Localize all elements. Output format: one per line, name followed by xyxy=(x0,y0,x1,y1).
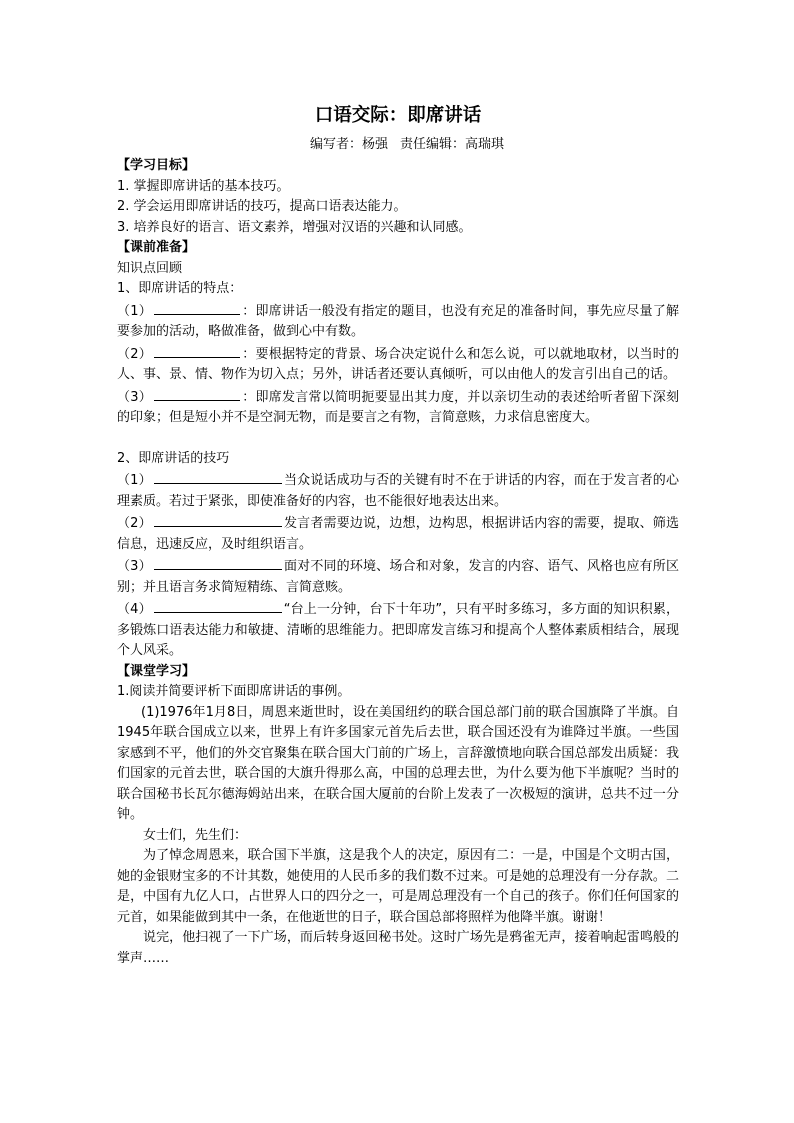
answer-blank[interactable] xyxy=(154,469,282,484)
answer-blank[interactable] xyxy=(154,512,282,527)
item-text: 面对不同的环境、场合和对象，发言的内容、语气、风格也应有所区别；并且语言务求简短精练、言简意赅。 xyxy=(117,559,679,595)
story-paragraph: (1)1976年1月8日，周恩来逝世时，设在美国纽约的联合国总部门前的联合国旗降了半旗。自1945年联合国成立以来，世界上有许多国家元首先后去世，联合国还没有为谁降过半旗。一些国家感到不平，他们的外交官聚集在联合国大门前的广场上，言辞激愤地向联合国总部发出质疑：我们国家的元首去世，联合国的大旗升得那么高，中国的总理去世，为什么要为他下半旗呢？当时的联合国秘书长瓦尔德海姆站出来，在联合国大厦前的台阶上发表了一次极短的演讲，总共不过一分钟。 xyxy=(117,704,679,822)
part1-title: 1、即席讲话的特点： xyxy=(117,281,243,296)
feature-item xyxy=(117,343,679,386)
feature-item xyxy=(117,300,679,343)
item-number: （4） xyxy=(117,602,152,617)
part2-title: 2、即席讲话的技巧 xyxy=(117,450,230,466)
item-number: （3） xyxy=(117,559,152,574)
answer-blank[interactable] xyxy=(154,300,240,315)
author: 编写者：杨强 xyxy=(309,137,388,152)
goal-item: 2. 学会运用即席讲话的技巧，提高口语表达能力。 xyxy=(117,199,407,214)
answer-blank[interactable] xyxy=(154,598,282,613)
section-heading-goals: 【学习目标】 xyxy=(117,158,196,173)
goal-item: 1. 掌握即席讲话的基本技巧。 xyxy=(117,178,290,194)
byline xyxy=(117,135,679,155)
item-text: 发言者需要边说，边想，边构思，根据讲话内容的需要，提取、筛选信息，迅速反应，及时组织语言。 xyxy=(117,516,679,552)
item-text: ：要根据特定的背景、场合决定说什么和怎么说，可以就地取材，以当时的人、事、景、情、物作为切入点；另外，讲话者还要认真倾听，可以由他人的发言引出自己的话。 xyxy=(117,346,679,382)
item-number: （3） xyxy=(117,389,152,405)
ending-paragraph: 说完，他扫视了一下广场，而后转身返回秘书处。这时广场先是鸦雀无声，接着响起雷鸣般的掌声…… xyxy=(117,930,679,966)
exercise-prompt: 1.阅读并简要评析下面即席讲话的事例。 xyxy=(117,684,351,699)
technique-item xyxy=(117,512,679,555)
document-page xyxy=(117,103,679,969)
speech-salutation: 女士们，先生们： xyxy=(143,827,248,843)
item-text: ：即席讲话一般没有指定的题目，也没有充足的准备时间，事先应尽量了解要参加的活动，略做准备，做到心中有数。 xyxy=(117,303,679,339)
speech-paragraph: 为了悼念周恩来，联合国下半旗，这是我个人的决定，原因有二：一是，中国是个文明古国，她的金银财宝多的不计其数，她使用的人民币多的我们数不过来。可是她的总理没有一分存款。二是，中国有九亿人口，占世界人口的四分之一，可是周总理没有一个自己的孩子。你们任何国家的元首，如果能做到其中一条，在他逝世的日子，联合国总部将照样为他降半旗。谢谢！ xyxy=(117,848,679,925)
editor: 责任编辑：高瑞琪 xyxy=(400,137,505,152)
goal-item: 3. 培养良好的语言、语文素养，增强对汉语的兴趣和认同感。 xyxy=(117,219,472,235)
answer-blank[interactable] xyxy=(154,386,240,401)
answer-blank[interactable] xyxy=(154,555,282,570)
item-text: 当众说话成功与否的关键有时不在于讲话的内容，而在于发言者的心理素质。若过于紧张，即使准备好的内容，也不能很好地表达出来。 xyxy=(117,473,679,509)
subheading-review: 知识点回顾 xyxy=(117,260,183,276)
page-title: 口语交际：即席讲话 xyxy=(314,105,482,126)
technique-item xyxy=(117,469,679,512)
item-number: （2） xyxy=(117,346,152,362)
item-number: （2） xyxy=(117,516,152,531)
feature-item xyxy=(117,386,679,429)
item-text: ：即席发言常以简明扼要显出其力度，并以亲切生动的表述给听者留下深刻的印象；但是短小并不是空洞无物，而是要言之有物，言简意赅，力求信息密度大。 xyxy=(117,389,679,425)
section-heading-prep: 【课前准备】 xyxy=(117,240,196,255)
item-text: “台上一分钟，台下十年功”，只有平时多练习，多方面的知识积累，多锻炼口语表达能力和敏捷、清晰的思维能力。把即席发言练习和提高个人整体素质相结合，展现个人风采。 xyxy=(117,602,679,658)
spacer xyxy=(117,429,679,449)
technique-item xyxy=(117,555,679,598)
item-number: （1） xyxy=(117,303,152,319)
item-number: （1） xyxy=(117,473,152,488)
answer-blank[interactable] xyxy=(154,343,240,358)
section-heading-classroom: 【课堂学习】 xyxy=(117,663,196,679)
technique-item xyxy=(117,598,679,662)
